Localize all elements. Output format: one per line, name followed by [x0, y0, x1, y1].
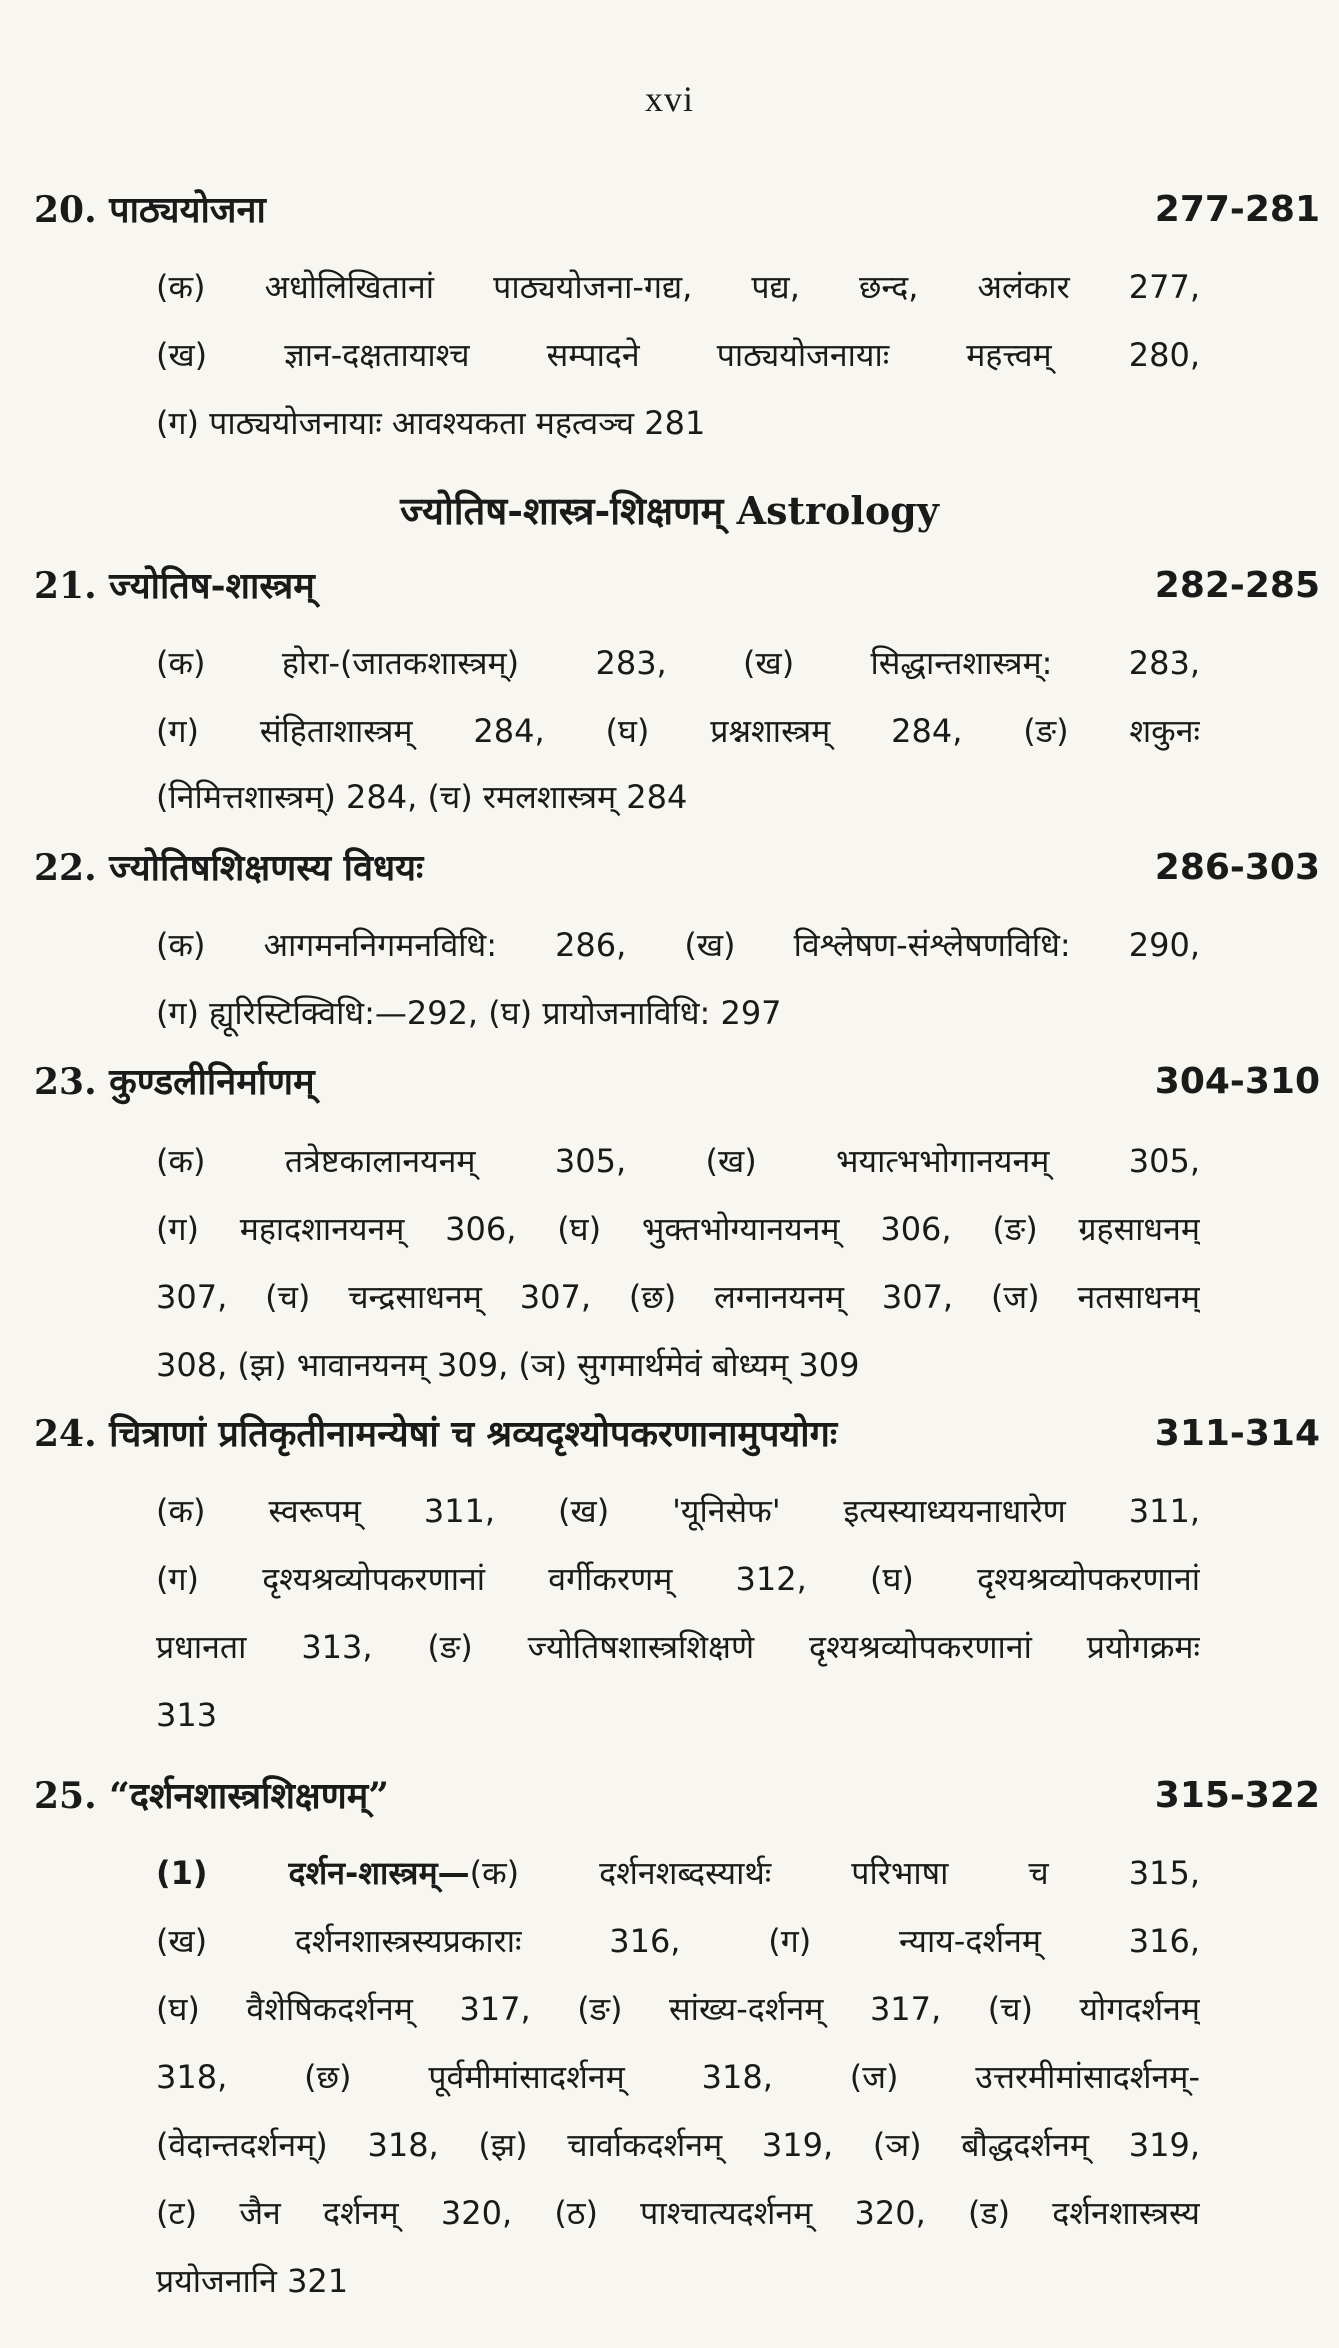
- chapter-24-line-2: (ग) दृश्यश्रव्योपकरणानां वर्गीकरणम् 312, (घ) दृश्यश्रव्योपकरणानां: [156, 1560, 1200, 1598]
- chapter-24-pages: 311-314: [1154, 1413, 1320, 1454]
- chapter-22-pages: 286-303: [1154, 847, 1320, 888]
- chapter-23-pages: 304-310: [1154, 1061, 1320, 1102]
- chapter-21-line-2: (ग) संहिताशास्त्रम् 284, (घ) प्रश्नशास्त्रम् 284, (ङ) शकुनः: [156, 712, 1200, 750]
- chapter-21-row: [34, 558, 1320, 614]
- chapter-25-line-2: (ख) दर्शनशास्त्रस्यप्रकाराः 316, (ग) न्याय-दर्शनम् 316,: [156, 1922, 1200, 1960]
- chapter-25-line-3: (घ) वैशेषिकदर्शनम् 317, (ङ) सांख्य-दर्शनम् 317, (च) योगदर्शनम्: [156, 1990, 1200, 2028]
- chapter-23-line-3: 307, (च) चन्द्रसाधनम् 307, (छ) लग्नानयनम् 307, (ज) नतसाधनम्: [156, 1278, 1200, 1316]
- chapter-25-lead: (1) दर्शन-शास्त्रम्—: [156, 1854, 470, 1892]
- chapter-25-row: [34, 1768, 1320, 1824]
- chapter-25-title: 25. “दर्शनशास्त्रशिक्षणम्”: [34, 1775, 390, 1817]
- chapter-23-line-2: (ग) महादशानयनम् 306, (घ) भुक्तभोग्यानयनम् 306, (ङ) ग्रहसाधनम्: [156, 1210, 1200, 1248]
- chapter-25-line-4: 318, (छ) पूर्वमीमांसादर्शनम् 318, (ज) उत्तरमीमांसादर्शनम्-: [156, 2058, 1200, 2096]
- chapter-21-line-1: (क) होरा-(जातकशास्त्रम्) 283, (ख) सिद्धान्तशास्त्रम्: 283,: [156, 644, 1200, 682]
- chapter-23-row: [34, 1054, 1320, 1110]
- chapter-24-line-3: प्रधानता 313, (ङ) ज्योतिषशास्त्रशिक्षणे दृश्यश्रव्योपकरणानां प्रयोगक्रमः: [156, 1628, 1200, 1666]
- chapter-24-line-1: (क) स्वरूपम् 311, (ख) 'यूनिसेफ' इत्यस्याध्ययनाधारेण 311,: [156, 1492, 1200, 1530]
- chapter-20-line-3: (ग) पाठ्ययोजनायाः आवश्यकता महत्वञ्च 281: [156, 404, 706, 442]
- chapter-20-line-1: (क) अधोलिखितानां पाठ्ययोजना-गद्य, पद्य, छन्द, अलंकार 277,: [156, 268, 1200, 306]
- chapter-25-line-6: (ट) जैन दर्शनम् 320, (ठ) पाश्चात्यदर्शनम् 320, (ड) दर्शनशास्त्रस्य: [156, 2194, 1200, 2232]
- chapter-21-line-3: (निमित्तशास्त्रम्) 284, (च) रमलशास्त्रम् 284: [156, 778, 688, 816]
- chapter-21-title: 21. ज्योतिष-शास्त्रम्: [34, 565, 315, 607]
- chapter-20-row: [34, 182, 1320, 238]
- chapter-22-line-1: (क) आगमननिगमनविधि: 286, (ख) विश्लेषण-संश्लेषणविधि: 290,: [156, 926, 1200, 964]
- chapter-23-title: 23. कुण्डलीनिर्माणम्: [34, 1061, 315, 1103]
- chapter-25-line-5: (वेदान्तदर्शनम्) 318, (झ) चार्वाकदर्शनम् 319, (ञ) बौद्धदर्शनम् 319,: [156, 2126, 1200, 2164]
- chapter-23-line-1: (क) तत्रेष्टकालानयनम् 305, (ख) भयात्भभोगानयनम् 305,: [156, 1142, 1200, 1180]
- chapter-20-line-2: (ख) ज्ञान-दक्षतायाश्च सम्पादने पाठ्ययोजनायाः महत्त्वम् 280,: [156, 336, 1200, 374]
- chapter-24-row: [34, 1406, 1320, 1462]
- chapter-24-line-4: 313: [156, 1696, 218, 1734]
- chapter-25-line-7: प्रयोजनानि 321: [156, 2262, 349, 2300]
- chapter-20-title: 20. पाठ्ययोजना: [34, 189, 266, 231]
- chapter-23-line-4: 308, (झ) भावानयनम् 309, (ञ) सुगमार्थमेवं बोध्यम् 309: [156, 1346, 860, 1384]
- chapter-22-row: [34, 840, 1320, 896]
- chapter-22-line-2: (ग) ह्यूरिस्टिक्विधि:—292, (घ) प्रायोजनाविधि: 297: [156, 994, 782, 1032]
- page-number: xvi: [644, 79, 694, 119]
- chapter-24-title: 24. चित्राणां प्रतिकृतीनामन्येषां च श्रव्यदृश्योपकरणानामुपयोगः: [34, 1413, 838, 1455]
- section-heading: ज्योतिष-शास्त्र-शिक्षणम् Astrology: [400, 488, 939, 533]
- chapter-20-pages: 277-281: [1154, 189, 1320, 230]
- chapter-22-title: 22. ज्योतिषशिक्षणस्य विधयः: [34, 847, 424, 889]
- chapter-25-line-1-text: (क) दर्शनशब्दस्यार्थः परिभाषा च 315,: [469, 1854, 1200, 1892]
- chapter-25-pages: 315-322: [1154, 1775, 1320, 1816]
- chapter-21-pages: 282-285: [1154, 565, 1320, 606]
- chapter-25-line-1: [156, 1840, 1200, 1906]
